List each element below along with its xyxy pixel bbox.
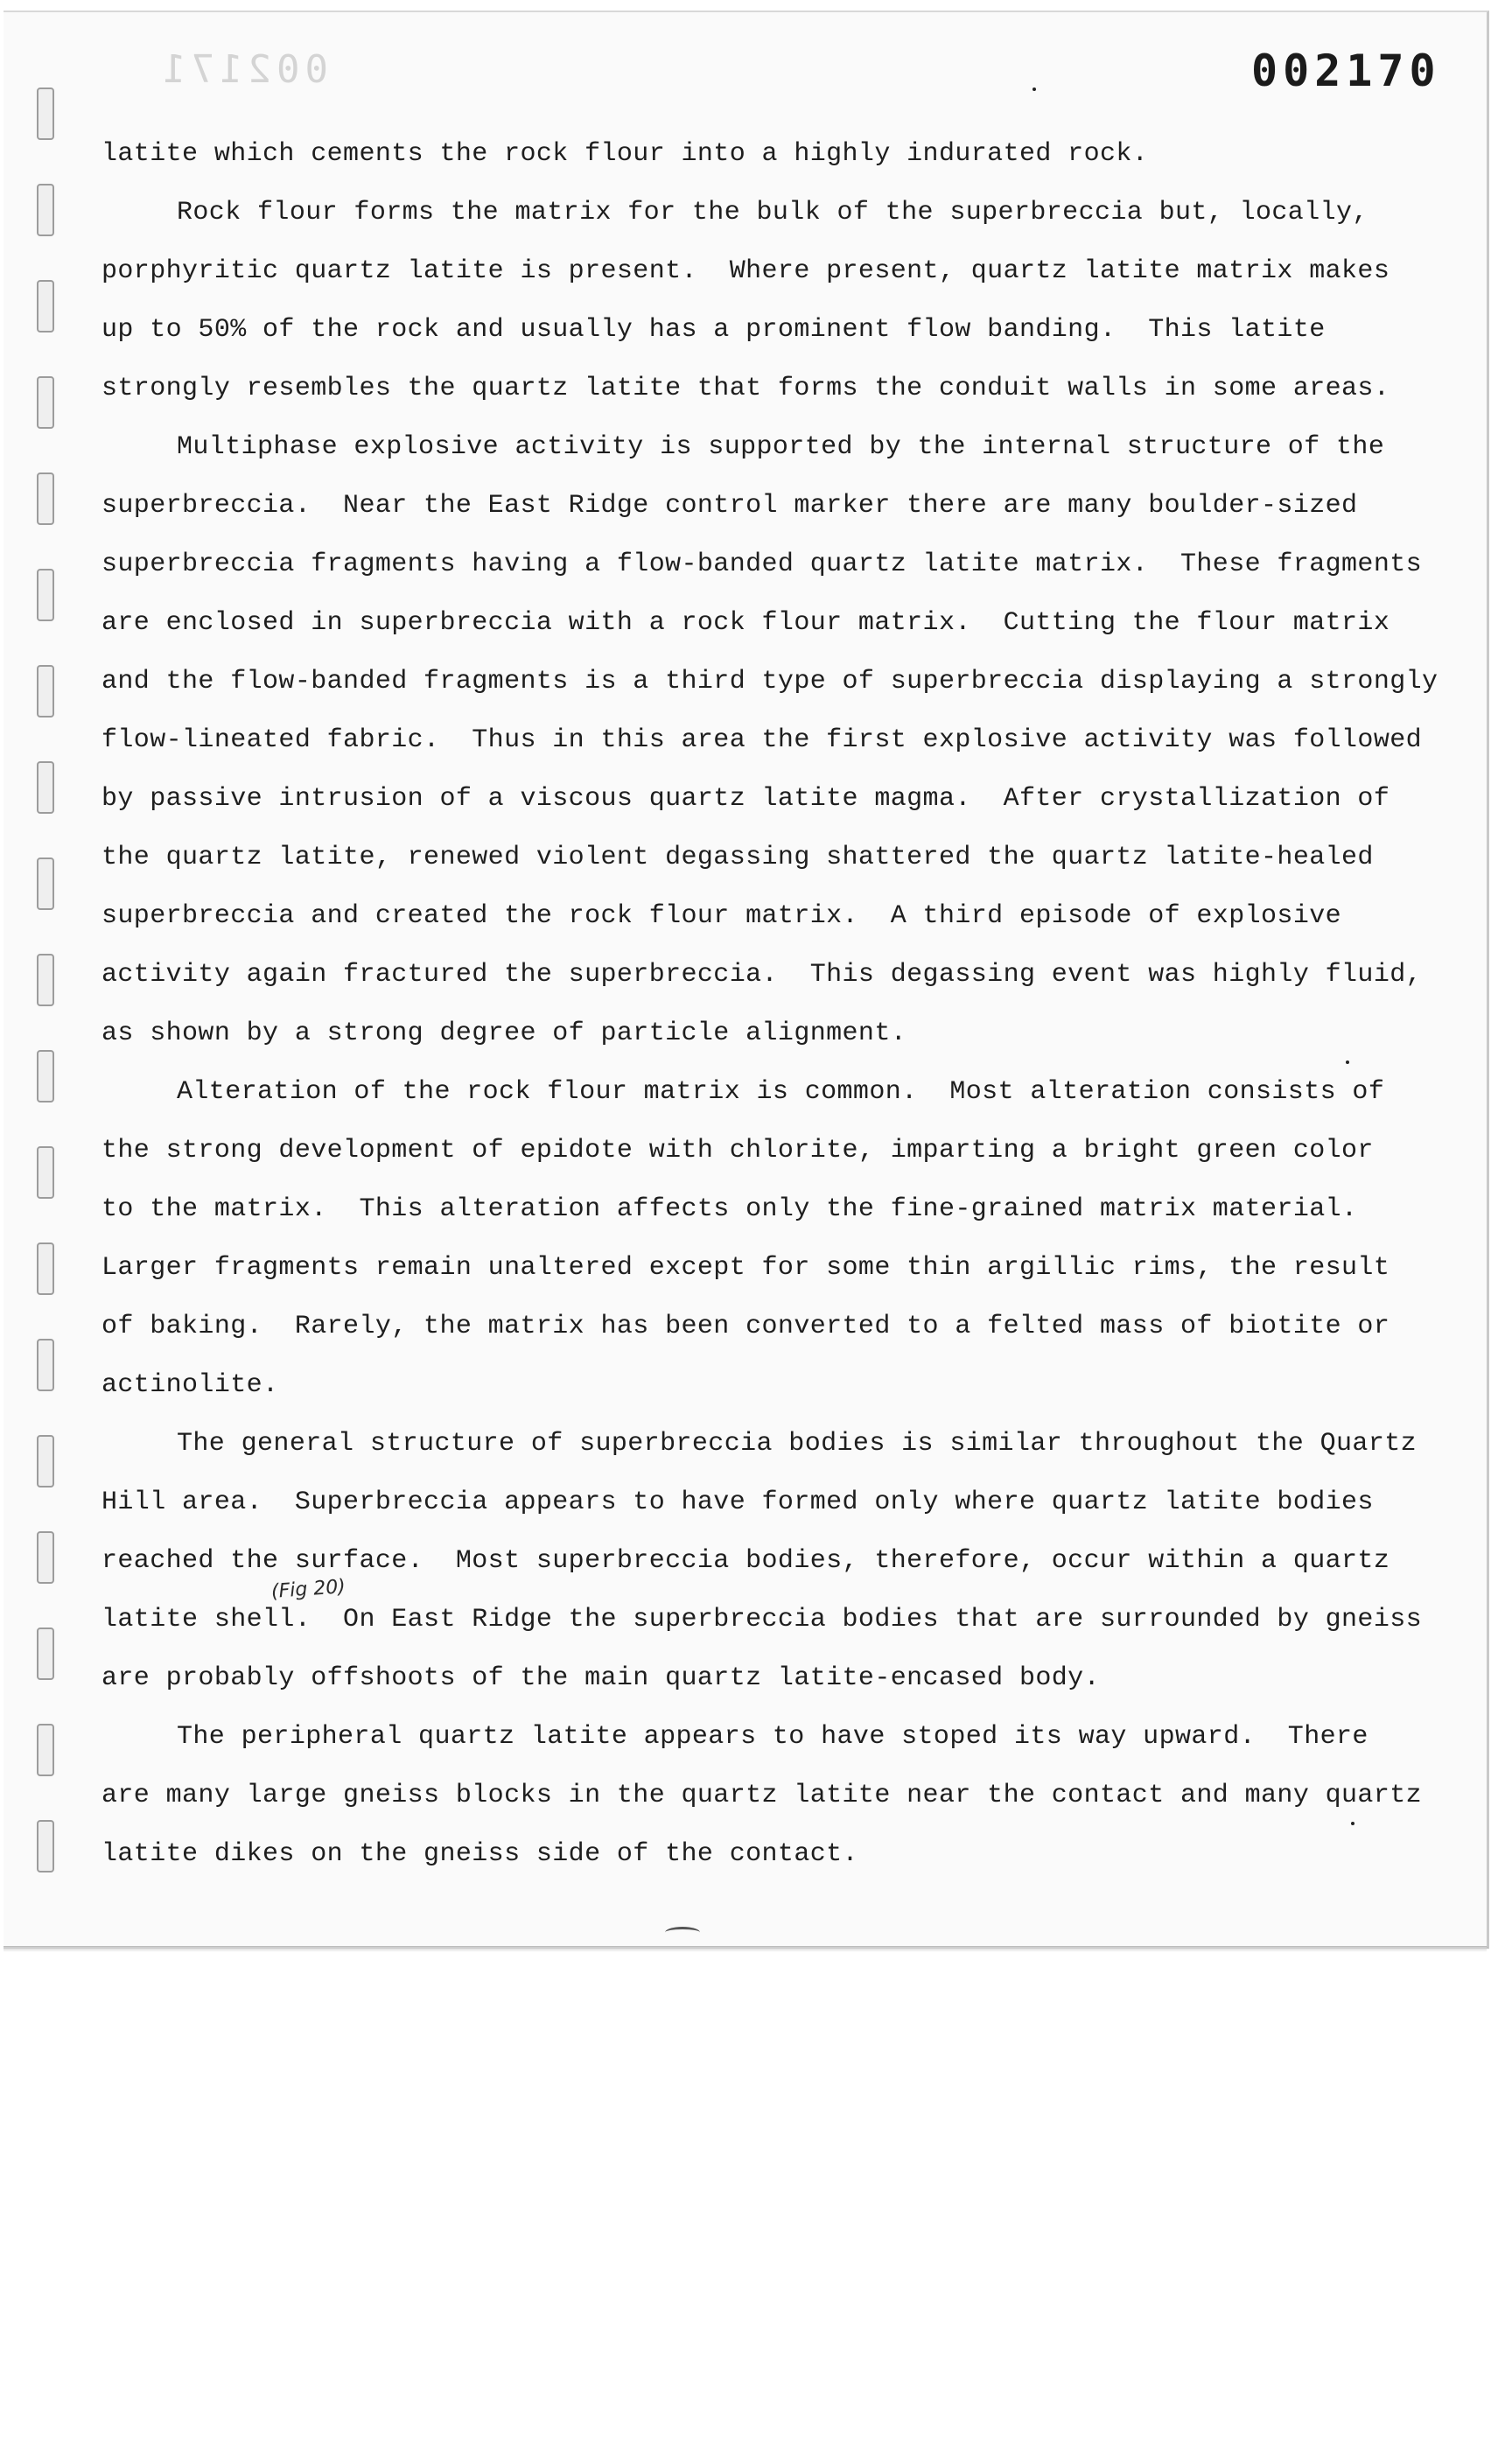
punch-hole xyxy=(37,569,54,621)
text-line: actinolite. xyxy=(102,1370,279,1400)
text-line: latite which cements the rock flour into a highly indurated rock. xyxy=(102,139,1149,169)
text-line: the quartz latite, renewed violent degassing shattered the quartz latite-healed xyxy=(102,843,1374,872)
text-line: reached the surface. Most superbreccia bodies, therefore, occur within a quartz xyxy=(102,1546,1390,1576)
punch-hole xyxy=(37,376,54,429)
punch-hole xyxy=(37,1531,54,1584)
scan-speck xyxy=(1032,88,1036,91)
text-line: and the flow-banded fragments is a third type of superbreccia displaying a strongly xyxy=(102,667,1438,696)
paragraph-first-line: Rock flour forms the matrix for the bulk of the superbreccia but, locally, xyxy=(177,198,1368,228)
punch-hole xyxy=(37,280,54,332)
text-line: up to 50% of the rock and usually has a prominent flow banding. This latite xyxy=(102,315,1326,345)
punch-hole xyxy=(37,1146,54,1199)
text-line: latite shell. On East Ridge the superbreccia bodies that are surrounded by gneiss xyxy=(102,1605,1423,1634)
text-line: strongly resembles the quartz latite that forms the conduit walls in some areas. xyxy=(102,374,1390,403)
text-line: superbreccia. Near the East Ridge control marker there are many boulder-sized xyxy=(102,491,1358,521)
paragraph-first-line: The general structure of superbreccia bodies is similar throughout the Quartz xyxy=(177,1429,1418,1459)
text-line: to the matrix. This alteration affects only the fine-grained matrix material. xyxy=(102,1194,1358,1224)
punch-hole xyxy=(37,1339,54,1391)
text-line: Hill area. Superbreccia appears to have formed only where quartz latite bodies xyxy=(102,1488,1374,1517)
punch-hole xyxy=(37,472,54,525)
punch-hole xyxy=(37,184,54,236)
punch-hole xyxy=(37,88,54,140)
punch-hole xyxy=(37,858,54,910)
punch-hole xyxy=(37,1628,54,1680)
document-number: 002170 xyxy=(1251,46,1441,96)
text-line: of baking. Rarely, the matrix has been converted to a felted mass of biotite or xyxy=(102,1312,1390,1341)
scan-speck xyxy=(1346,1060,1349,1064)
binder-punch-holes xyxy=(37,88,58,1925)
text-line: activity again fractured the superbreccia. This degassing event was highly fluid, xyxy=(102,960,1423,990)
punch-hole xyxy=(37,954,54,1006)
text-line: superbreccia and created the rock flour matrix. A third episode of explosive xyxy=(102,901,1342,931)
paragraph-first-line: Multiphase explosive activity is supported by the internal structure of the xyxy=(177,432,1385,462)
text-line: latite dikes on the gneiss side of the contact. xyxy=(102,1839,858,1869)
scan-speck xyxy=(1351,1822,1354,1825)
paragraph-first-line: The peripheral quartz latite appears to have stoped its way upward. There xyxy=(177,1722,1368,1752)
text-line: flow-lineated fabric. Thus in this area the first explosive activity was followed xyxy=(102,725,1423,755)
punch-hole xyxy=(37,761,54,814)
punch-hole xyxy=(37,1435,54,1488)
text-line: as shown by a strong degree of particle alignment. xyxy=(102,1018,907,1048)
punch-hole xyxy=(37,1820,54,1872)
page-number-fragment xyxy=(665,1927,700,1938)
text-line: are probably offshoots of the main quartz latite-encased body. xyxy=(102,1663,1100,1693)
punch-hole xyxy=(37,1724,54,1776)
punch-hole xyxy=(37,1242,54,1295)
bleed-through-number: 002171 xyxy=(158,47,328,92)
handwritten-figure-note: (Fig 20) xyxy=(270,1576,346,1603)
text-line: by passive intrusion of a viscous quartz latite magma. After crystallization of xyxy=(102,784,1390,814)
document-page xyxy=(4,10,1489,1949)
page-edge-shadow xyxy=(4,1947,1487,1952)
text-line: Larger fragments remain unaltered except for some thin argillic rims, the result xyxy=(102,1253,1390,1283)
punch-hole xyxy=(37,665,54,718)
text-line: porphyritic quartz latite is present. Where present, quartz latite matrix makes xyxy=(102,256,1390,286)
punch-hole xyxy=(37,1050,54,1102)
text-line: the strong development of epidote with chlorite, imparting a bright green color xyxy=(102,1136,1374,1166)
text-line: are enclosed in superbreccia with a rock flour matrix. Cutting the flour matrix xyxy=(102,608,1390,638)
text-line: superbreccia fragments having a flow-banded quartz latite matrix. These fragments xyxy=(102,550,1423,579)
paragraph-first-line: Alteration of the rock flour matrix is common. Most alteration consists of xyxy=(177,1077,1385,1107)
text-line: are many large gneiss blocks in the quartz latite near the contact and many quartz xyxy=(102,1781,1423,1810)
